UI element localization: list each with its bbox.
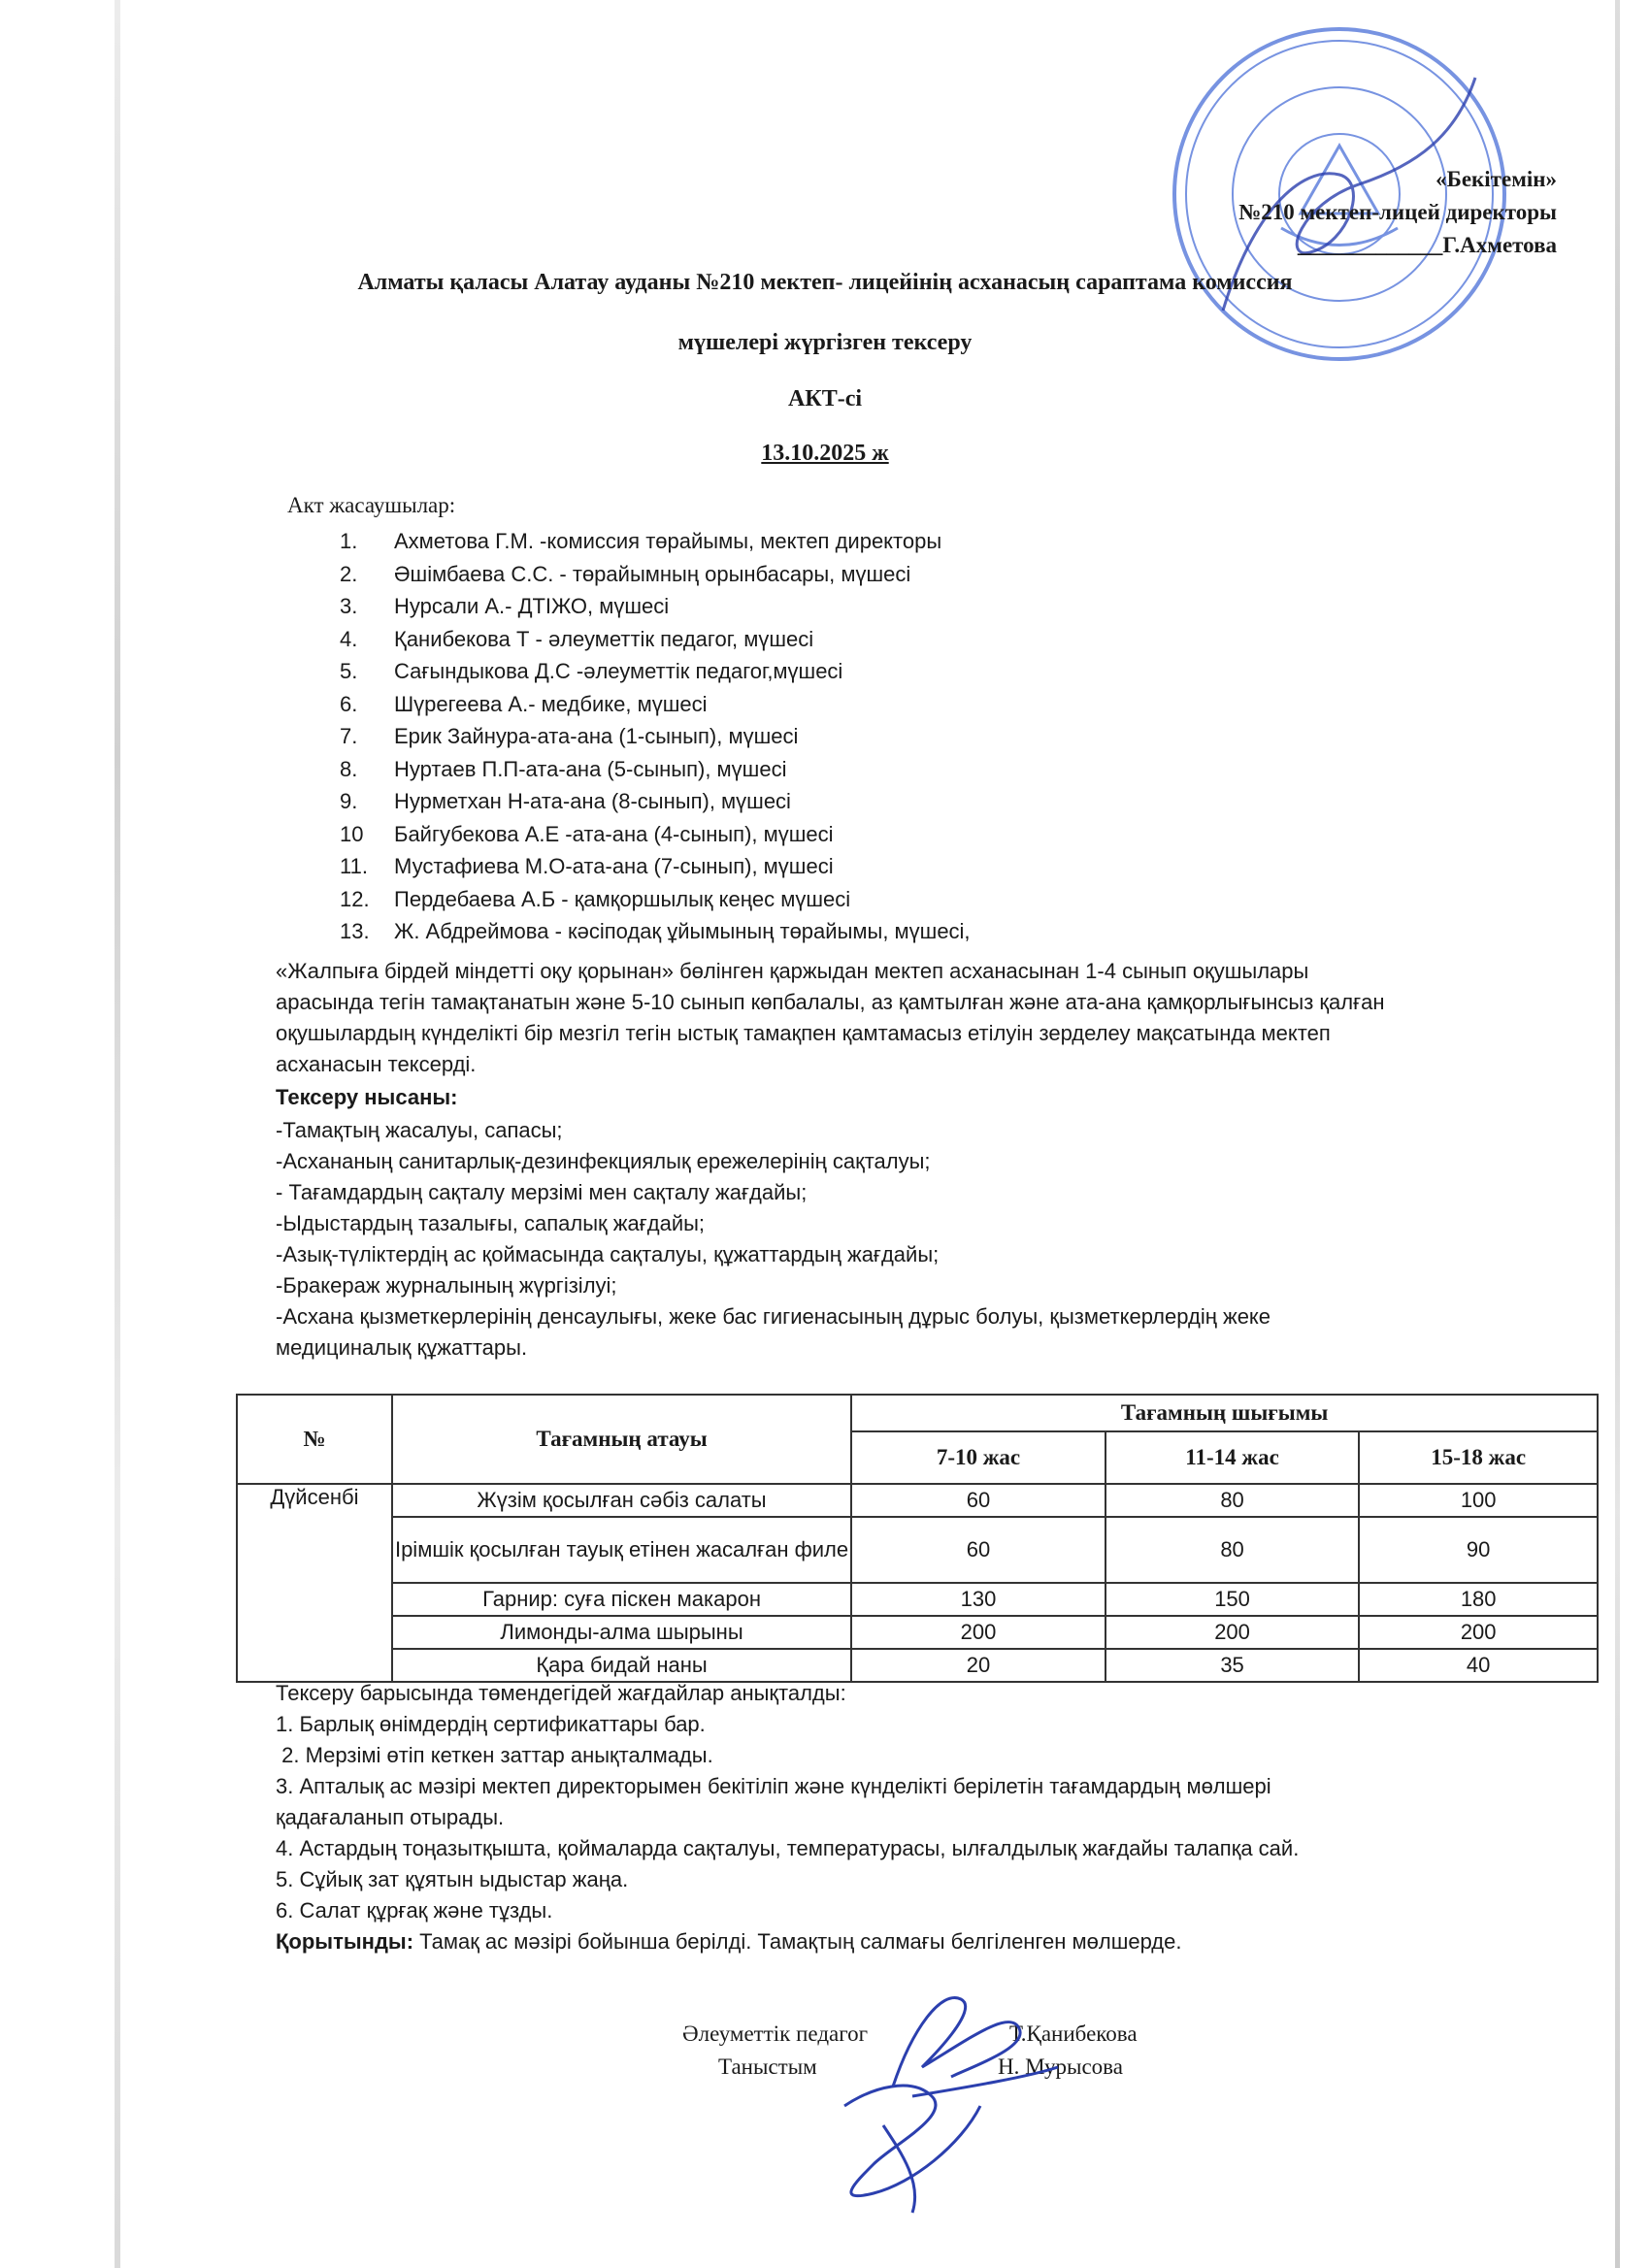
- col-header-age: 15-18 жас: [1359, 1431, 1598, 1484]
- portion-cell: 150: [1106, 1583, 1360, 1616]
- inspection-label: Тексеру нысаны:: [276, 1085, 458, 1109]
- col-header-age: 7-10 жас: [851, 1431, 1106, 1484]
- conclusion-line: [276, 1926, 1499, 1957]
- handwritten-signature-2: [815, 2048, 1000, 2222]
- conclusion-text: Тамақ ас мәзірі бойынша берілді. Тамақтың салмағы белгіленген мөлшерде.: [413, 1929, 1182, 1954]
- dish-name: Гарнир: суға піскен макарон: [392, 1583, 851, 1616]
- purpose-line: арасында тегін тамақтанатын және 5-10 сынып көпбалалы, аз қамтылған және ата-ана қамқорлығынсыз қалған: [276, 990, 1385, 1014]
- table-row: [237, 1517, 1598, 1583]
- signer-role-2: Таныстым: [718, 2054, 817, 2079]
- dish-name: Ірімшік қосылған тауық етінен жасалған филе: [392, 1517, 851, 1583]
- portion-cell: 60: [851, 1484, 1106, 1517]
- list-item: 6. Шүрегеева А.- медбике, мүшесі: [340, 691, 708, 716]
- list-item: 2. Әшімбаева С.С. - төрайымның орынбасары, мүшесі: [340, 561, 911, 586]
- table-row: [237, 1616, 1598, 1649]
- inspection-item: медициналық құжаттары.: [276, 1335, 528, 1360]
- inspection-item: -Асхананың санитарлық-дезинфекциялық ережелерінің сақталуы;: [276, 1149, 931, 1173]
- signer-role-1: Әлеуметтік педагог: [682, 2021, 869, 2046]
- portion-cell: 100: [1359, 1484, 1598, 1517]
- menu-table: [236, 1394, 1599, 1683]
- inspection-section: [276, 1080, 1499, 1364]
- signer-name-2: Н. Мурысова: [998, 2054, 1123, 2079]
- portion-cell: 80: [1106, 1484, 1360, 1517]
- finding-line: 3. Апталық ас мәзірі мектеп директорымен бекітіліп және күнделікті берілетін тағамдардың мөлшері: [276, 1774, 1271, 1798]
- approval-line-1: «Бекітемін»: [1436, 167, 1557, 191]
- col-header-number: №: [237, 1395, 392, 1484]
- portion-cell: 60: [851, 1517, 1106, 1583]
- title-line-1: Алматы қаласы Алатау ауданы №210 мектеп- лицейінің асханасың сараптама комиссия: [357, 270, 1293, 295]
- list-item: 11. Мустафиева М.О-ата-ана (7-сынып), мүшесі: [340, 854, 834, 878]
- list-item: 3. Нурсали А.- ДТІЖО, мүшесі: [340, 594, 670, 618]
- list-item: 10 Байгубекова А.Е -ата-ана (4-сынып), мүшесі: [340, 821, 834, 846]
- act-date-text: 13.10.2025 ж: [761, 441, 889, 466]
- inspection-item: -Тамақтың жасалуы, сапасы;: [276, 1118, 563, 1142]
- inspection-item: -Ыдыстардың тазалығы, сапалық жағдайы;: [276, 1211, 706, 1235]
- conclusion-label: Қорытынды:: [276, 1929, 414, 1954]
- list-item: 5. Сағындыкова Д.С -әлеуметтік педагог,мүшесі: [340, 659, 843, 683]
- members-list: [340, 525, 971, 948]
- approval-line-2: №210 мектеп-лицей директоры: [1238, 200, 1557, 224]
- table-row: [237, 1649, 1598, 1682]
- dish-name: Қара бидай наны: [392, 1649, 851, 1682]
- portion-cell: 200: [1359, 1616, 1598, 1649]
- approval-line-3: _____________Г.Ахметова: [1297, 233, 1557, 257]
- portion-cell: 200: [1106, 1616, 1360, 1649]
- finding-line: 6. Салат құрғақ және тұзды.: [276, 1898, 553, 1923]
- list-item: 1. Ахметова Г.М. -комиссия төрайымы, мектеп директоры: [340, 529, 942, 553]
- inspection-item: -Бракераж журналының жүргізілуі;: [276, 1273, 617, 1298]
- table-row: [237, 1484, 1598, 1517]
- purpose-line: оқушылардың күнделікті бір мезгіл тегін ыстық тамақпен қамтамасыз етілуін зерделеу мақсатында мектеп: [276, 1021, 1331, 1045]
- finding-line: 1. Барлық өнімдердің сертификаттары бар.: [276, 1712, 706, 1736]
- finding-line: 4. Астардың тоңазытқышта, қоймаларда сақталуы, температурасы, ылғалдылық жағдайы талапқа сай.: [276, 1836, 1300, 1860]
- finding-line: 2. Мерзімі өтіп кеткен заттар анықталмады.: [276, 1743, 713, 1767]
- dish-name: Лимонды-алма шырыны: [392, 1616, 851, 1649]
- purpose-line: «Жалпыға бірдей міндетті оқу қорынан» бөлінген қаржыдан мектеп асханасынан 1-4 сынып оқушылары: [276, 959, 1309, 983]
- list-item: 9. Нурметхан Н-ата-ана (8-сынып), мүшесі: [340, 789, 791, 813]
- purpose-line: асханасын тексерді.: [276, 1052, 477, 1076]
- title-line-2: мүшелері жүргізген тексеру: [677, 330, 973, 355]
- signer-name-1: Т.Қанибекова: [1009, 2021, 1138, 2046]
- list-item: 8. Нуртаев П.П-ата-ана (5-сынып), мүшесі: [340, 756, 787, 781]
- list-item: 12. Пердебаева А.Б - қамқоршылық кеңес мүшесі: [340, 886, 851, 911]
- day-cell: Дүйсенбі: [237, 1484, 392, 1682]
- portion-cell: 35: [1106, 1649, 1360, 1682]
- portion-cell: 40: [1359, 1649, 1598, 1682]
- list-item: 13. Ж. Абдреймова - кәсіподақ ұйымының төрайымы, мүшесі,: [340, 919, 971, 943]
- list-item: 4. Қанибекова Т - әлеуметтік педагог, мүшесі: [340, 626, 814, 651]
- portion-cell: 180: [1359, 1583, 1598, 1616]
- findings-section: [276, 1678, 1499, 1957]
- inspection-item: - Тағамдардың сақталу мерзімі мен сақталу жағдайы;: [276, 1180, 808, 1204]
- findings-intro: Тексеру барысында төмендегідей жағдайлар анықталды:: [276, 1681, 846, 1705]
- title-line-3: АКТ-сі: [787, 386, 863, 411]
- members-label: Акт жасаушылар:: [287, 493, 456, 517]
- act-date: [0, 441, 1650, 467]
- col-header-age: 11-14 жас: [1106, 1431, 1360, 1484]
- dish-name: Жүзім қосылған сәбіз салаты: [392, 1484, 851, 1517]
- col-header-output: Тағамның шығымы: [851, 1395, 1598, 1431]
- table-row: [237, 1583, 1598, 1616]
- portion-cell: 80: [1106, 1517, 1360, 1583]
- list-item: 7. Ерик Зайнура-ата-ана (1-сынып), мүшесі: [340, 724, 799, 748]
- purpose-paragraph: [276, 956, 1499, 1080]
- inspection-item: -Асхана қызметкерлерінің денсаулығы, жеке бас гигиенасының дұрыс болуы, қызметкерлердің жеке: [276, 1304, 1271, 1329]
- finding-line: қадағаланып отырады.: [276, 1805, 505, 1829]
- finding-line: 5. Сұйық зат құятын ыдыстар жаңа.: [276, 1867, 629, 1891]
- portion-cell: 200: [851, 1616, 1106, 1649]
- col-header-name: Тағамның атауы: [392, 1395, 851, 1484]
- portion-cell: 20: [851, 1649, 1106, 1682]
- portion-cell: 90: [1359, 1517, 1598, 1583]
- inspection-item: -Азық-түліктердің ас қоймасында сақталуы, құжаттардың жағдайы;: [276, 1242, 940, 1266]
- portion-cell: 130: [851, 1583, 1106, 1616]
